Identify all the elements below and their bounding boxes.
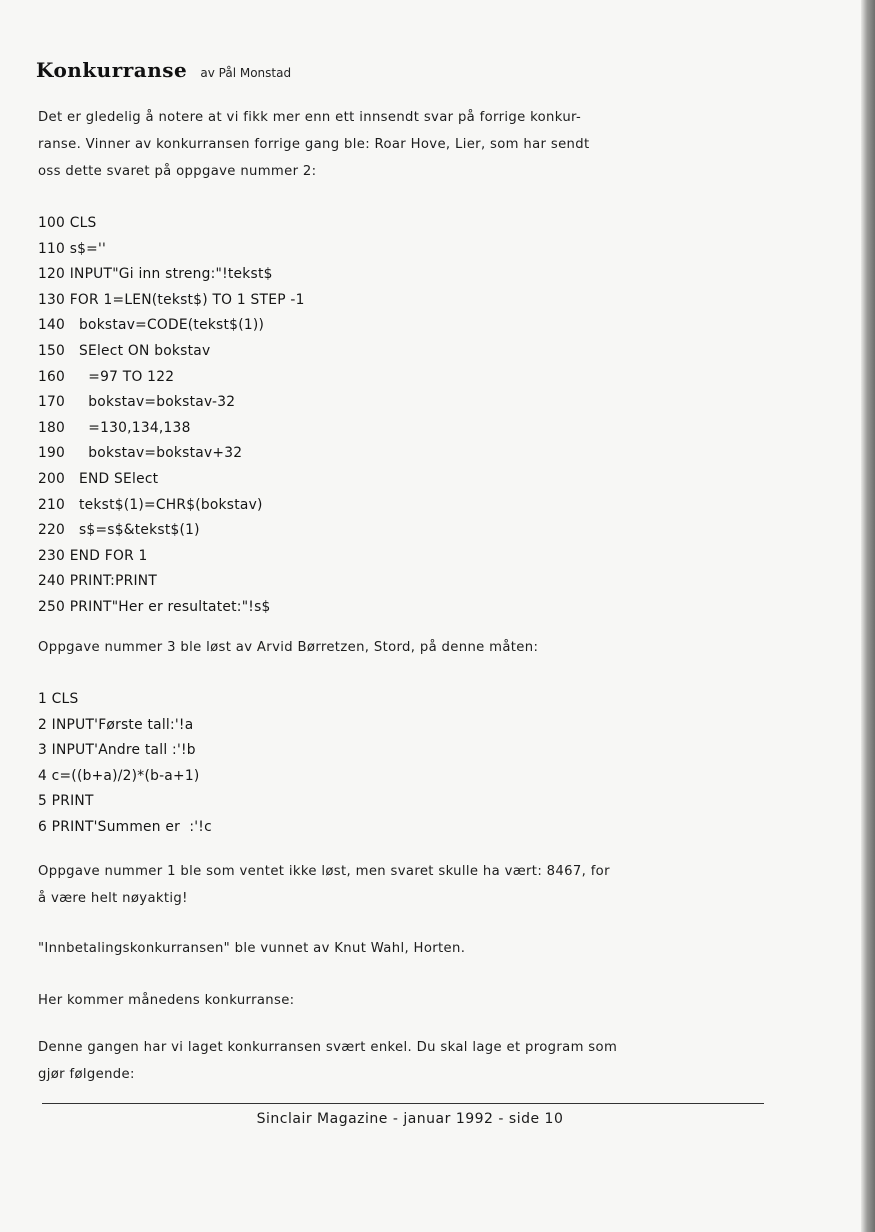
article-author: av Pål Monstad (200, 66, 292, 80)
code-line: 3 INPUT'Andre tall :'!b (38, 742, 196, 759)
code-line: 190 bokstav=bokstav+32 (38, 445, 243, 462)
code-line: 120 INPUT"Gi inn streng:"!tekst$ (38, 266, 273, 283)
footer-divider (42, 1103, 764, 1104)
code-line: 240 PRINT:PRINT (38, 573, 158, 590)
solution1-paragraph (38, 858, 773, 912)
code-line: 110 s$='' (38, 240, 107, 257)
code-line: 200 END SElect (38, 470, 159, 487)
solution1-line: å være helt nøyaktig! (38, 891, 188, 906)
code-line: 130 FOR 1=LEN(tekst$) TO 1 STEP -1 (38, 291, 305, 308)
code-line: 4 c=((b+a)/2)*(b-a+1) (38, 767, 200, 784)
code-line: 160 =97 TO 122 (38, 368, 175, 385)
code-line: 230 END FOR 1 (38, 547, 148, 564)
article-header (36, 58, 291, 82)
winner-line: "Innbetalingskonkurransen" ble vunnet av Knut Wahl, Horten. (38, 941, 466, 956)
page-edge-shadow (861, 0, 875, 1232)
new-contest-heading: Her kommer månedens konkurranse: (38, 993, 295, 1008)
code-line: 170 bokstav=bokstav-32 (38, 394, 236, 411)
intro-line: ranse. Vinner av konkurransen forrige gang ble: Roar Hove, Lier, som har sendt (38, 137, 590, 152)
new-contest-paragraph (38, 1034, 773, 1088)
program-listing-1 (38, 211, 738, 621)
code-line: 220 s$=s$&tekst$(1) (38, 522, 200, 539)
intro-line: Det er gledelig å notere at vi fikk mer enn ett innsendt svar på forrige konkur- (38, 110, 582, 125)
intro-line: oss dette svaret på oppgave nummer 2: (38, 164, 317, 179)
code-line: 2 INPUT'Første tall:'!a (38, 716, 194, 733)
code-line: 5 PRINT (38, 793, 94, 810)
code-line: 140 bokstav=CODE(tekst$(1)) (38, 317, 265, 334)
intro-paragraph (38, 104, 773, 185)
solution1-line: Oppgave nummer 1 ble som ventet ikke løst, men svaret skulle ha vært: 8467, for (38, 864, 610, 879)
article-title: Konkurranse (36, 58, 188, 82)
new-contest-line: Denne gangen har vi laget konkurransen svært enkel. Du skal lage et program som (38, 1040, 618, 1055)
code-line: 100 CLS (38, 215, 97, 231)
program-listing-2 (38, 687, 738, 841)
code-line: 210 tekst$(1)=CHR$(bokstav) (38, 496, 263, 513)
code-line: 6 PRINT'Summen er :'!c (38, 818, 212, 835)
code-line: 180 =130,134,138 (38, 419, 191, 436)
code-line: 1 CLS (38, 691, 79, 707)
new-contest-line: gjør følgende: (38, 1067, 135, 1082)
code-line: 250 PRINT"Her er resultatet:"!s$ (38, 598, 271, 615)
code-line: 150 SElect ON bokstav (38, 342, 211, 359)
solution3-intro: Oppgave nummer 3 ble løst av Arvid Børretzen, Stord, på denne måten: (38, 640, 539, 655)
page-footer: Sinclair Magazine - januar 1992 - side 10 (256, 1111, 564, 1127)
